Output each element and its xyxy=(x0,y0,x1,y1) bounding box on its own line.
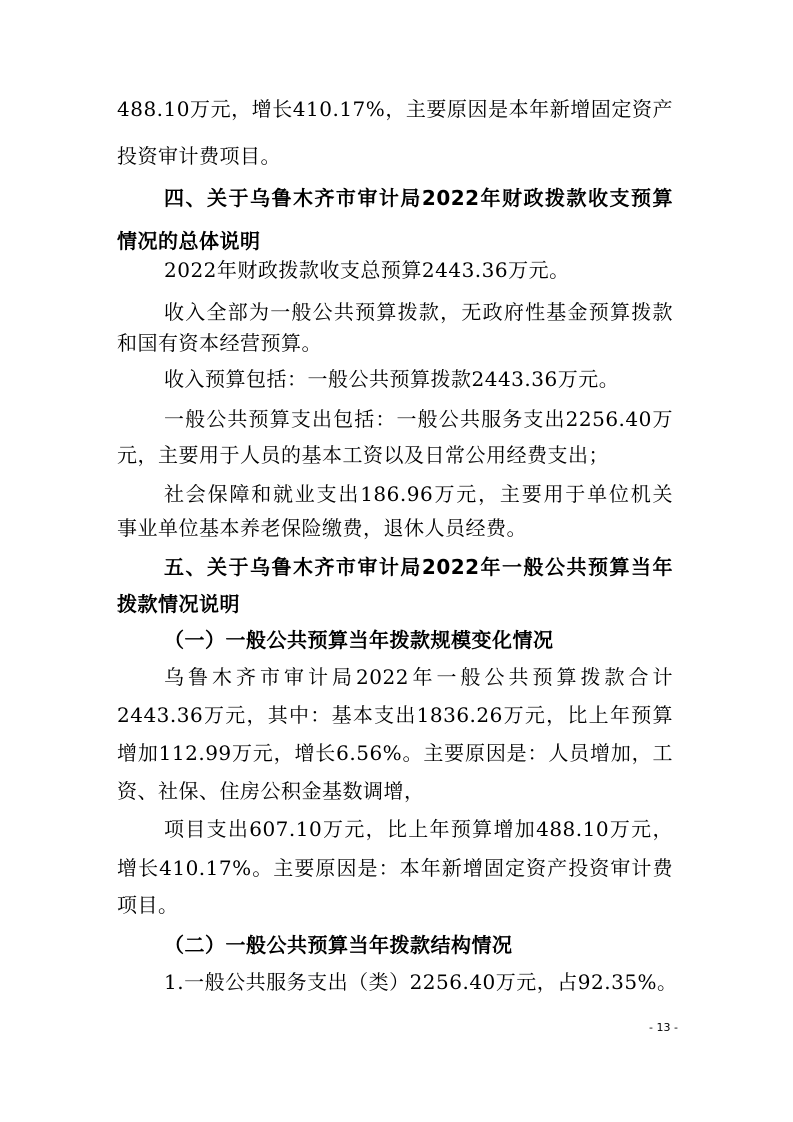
para-structure-item-1-line-1: 1.一般公共服务支出（类）2256.40万元，占92.35%。 xyxy=(164,970,678,994)
para-income-budget-line-1: 收入预算包括：一般公共预算拨款2443.36万元。 xyxy=(164,367,620,391)
subheading-structure-line-1: （二）一般公共预算当年拨款结构情况 xyxy=(164,933,513,957)
para-income-composition-line-1: 收入全部为一般公共预算拨款，无政府性基金预算拨款 xyxy=(164,300,673,324)
heading-section-4-line-2: 情况的总体说明 xyxy=(117,229,261,253)
para-project-growth-continued-line-1: 488.10万元，增长410.17%，主要原因是本年新增固定资产 xyxy=(117,97,673,121)
para-project-expenditure-line-3: 项目。 xyxy=(117,893,179,917)
para-income-composition-line-2: 和国有资本经营预算。 xyxy=(117,331,322,355)
para-scale-details-line-1: 乌鲁木齐市审计局2022年一般公共预算拨款合计 xyxy=(164,665,673,689)
para-project-expenditure-line-2: 增长410.17%。主要原因是：本年新增固定资产投资审计费 xyxy=(117,856,673,880)
heading-section-5-line-1: 五、关于乌鲁木齐市审计局2022年一般公共预算当年 xyxy=(164,555,673,579)
para-project-expenditure-line-1: 项目支出607.10万元，比上年预算增加488.10万元， xyxy=(164,817,673,841)
page-number: - 13 - xyxy=(649,1021,678,1034)
para-social-security-expenditure-line-1: 社会保障和就业支出186.96万元，主要用于单位机关 xyxy=(164,482,673,506)
para-public-service-expenditure-line-1: 一般公共预算支出包括：一般公共服务支出2256.40万 xyxy=(164,407,673,431)
para-total-budget-line-1: 2022年财政拨款收支总预算2443.36万元。 xyxy=(164,258,570,282)
heading-section-4-line-1: 四、关于乌鲁木齐市审计局2022年财政拨款收支预算 xyxy=(164,186,673,210)
para-scale-details-line-2: 2443.36万元，其中：基本支出1836.26万元，比上年预算 xyxy=(117,703,673,727)
para-scale-details-line-3: 增加112.99万元，增长6.56%。主要原因是：人员增加，工 xyxy=(117,741,673,765)
para-scale-details-line-4: 资、社保、住房公积金基数调增， xyxy=(117,779,425,803)
para-social-security-expenditure-line-2: 事业单位基本养老保险缴费，退休人员经费。 xyxy=(117,516,527,540)
para-project-growth-continued-line-2: 投资审计费项目。 xyxy=(117,144,281,168)
subheading-scale-change-line-1: （一）一般公共预算当年拨款规模变化情况 xyxy=(164,628,554,652)
heading-section-5-line-2: 拨款情况说明 xyxy=(117,592,240,616)
para-public-service-expenditure-line-2: 元，主要用于人员的基本工资以及日常公用经费支出； xyxy=(117,443,609,467)
